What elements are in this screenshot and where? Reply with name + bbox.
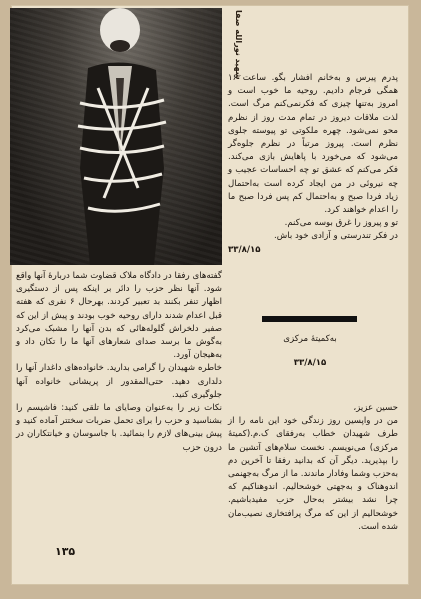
- left-column-text: [16, 270, 222, 455]
- photo-caption: شهید نورالله صفا: [234, 10, 243, 80]
- letter2-date: ۳۳/۸/۱۵: [293, 358, 327, 368]
- left-paragraph-1: گفته‌های رفقا در دادگاه ملاک قضاوت شما دربارهٔ آنها واقع شود. آنها نظر حزب را دائر بر اینکه پس از دستگیری اظهار تنفر بکنند بد تعبیر کردند. بهرحال ۶ نفری که هفته قبل اعدام شدند دارای روحیه خوب بودند و پیش از این که صفیر دلخراش گلوله‌هائی که بدن آنها را مشبک می‌کرد به‌گوش ما برسد صدای شعارهای آنها ما را تکان داد و به‌هیجان آورد.: [16, 271, 222, 361]
- letter-to-wife: [228, 72, 398, 257]
- letter2-body: من در واپسین روز زندگی خود این نامه را از طرف شهیدان خطاب به‌رفقای ک.م.(کمیتهٔ مرکزی) می‌نویسم. نخست سلام‌های آتشین ما را بپذیرید. دیگر آن که بدانید رفقا تا آخرین دم به‌حزب وشما وفادار ماندند. ما از مرگ به‌جهنمی اندوهناک و به‌جهتی خوشحالیم. اندوهناکیم که چرا نشد بیشتر به‌حال حزب مفیدباشیم. خوشحالیم از این که مرگ پرافتخاری نصیب‌مان شده است.: [228, 416, 398, 532]
- letter-to-committee: [228, 402, 398, 534]
- letter-wish: در فکر تندرستی و آزادی خود باش.: [273, 231, 398, 242]
- letter2-salutation: حسین عزیز،: [353, 403, 398, 413]
- letter-closing: تو و پیروز را غرق بوسه می‌کنم.: [284, 218, 398, 229]
- left-paragraph-2: خاطره شهیدان را گرامی بدارید. خانواده‌های داغدار آنها را دلداری دهید. حتی‌المقدور از پریشانی خانواده آنها جلوگیری کنید.: [16, 363, 222, 400]
- page-number: ۱۳۵: [55, 545, 76, 558]
- letter-date: ۳۳/۸/۱۵: [228, 244, 261, 255]
- letter-body: پدرم پیرس و به‌خانم افشار بگو. ساعت ۱۶ همگی فرجام دادیم. روحیه ما خوب است و امروز به‌تنها چیزی که فکرنمی‌کنم مرگ است. لذت ملاقات دیروز در تمام مدت روز از نظرم محو نمی‌شود. چهره ملکوتی تو پیوسته جلوی نظرم است. پیروز مرتباً در نظرم جلوه‌گر می‌شود که می‌خورد با پاهایش بازی می‌کند. فکر می‌کنم که عشق تو چه احساسات عجیب و چه نیروئی در من ایجاد کرده است به‌احتمال زیاد فردا صبح و به‌احتمال کم پس فردا صبح ما را اعدام خواهند کرد.: [228, 73, 398, 216]
- martyr-photo: [10, 8, 222, 265]
- section-divider: [262, 316, 357, 322]
- left-paragraph-3: نکات زیر را به‌عنوان وصایای ما تلقی کنید: فاشیسم را بشناسید و حزب را برای تحمل ضربات سختتر آماده کنید و پیش بینی‌های لازم را بنمائید. با جاسوسان و خیانتکاران در درون حزب: [16, 403, 222, 453]
- letter2-header: به‌کمیتهٔ مرکزی: [283, 334, 337, 344]
- bound-prisoner-figure: [68, 8, 178, 265]
